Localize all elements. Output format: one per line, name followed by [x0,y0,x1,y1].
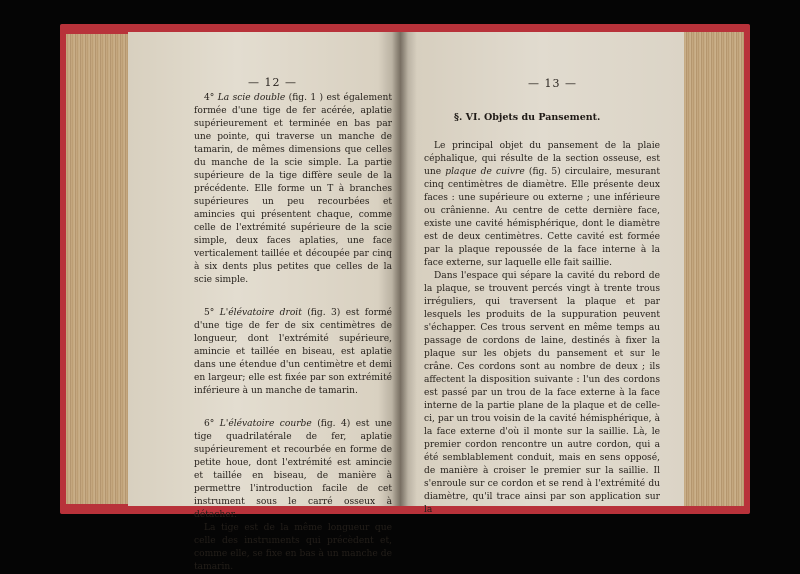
section-title [454,112,600,123]
page-edges-left [66,34,134,504]
right-paragraph [424,140,660,270]
paragraph-term: plaque de cuivre [445,167,525,177]
section-title-text: §. VI. Objets du Pansement. [454,112,601,123]
open-book [66,28,744,572]
left-paragraph [194,92,392,287]
item-body: (fig. 3) est formé d'une tige de fer de six centimètres de longueur, dont l'extrémité supérieure, amincie et taillée en biseau, est aplatie dans une étendue d'un centimètre et demi en largeur; elle est fixée par son extrémité inférieure à un manche de tamarin. [194,308,392,396]
item-body: (fig. 4) est une tige quadrilatérale de fer, aplatie supérieurement et recourbée en forme de petite houe, dont l'extrémité est amincie et taillée en biseau, de manière à permettre l'introduction facile de cet instrument sous le carré osseux à détacher. [194,419,392,520]
item-body: (fig. 1 ) est également formée d'une tige de fer acérée, aplatie supérieurement et terminée en bas par une pointe, qui traverse un manche de tamarin, de mêmes dimensions que celles du manche de la scie simple. La partie supérieure de la tige diffère seule de la précédente. Elle forme un T à branches supérieures un peu recourbées et amincies qui présentent chaque, comme celle de l'extrémité supérieure de la scie simple, deux faces aplaties, une face verticalement taillée et découpée par cinq à six dents plus petites que celles de la scie simple. [194,93,392,285]
left-page-number: — 12 — [248,76,297,89]
item-term: La scie double [217,93,286,103]
item-number: 6° [204,419,215,429]
item-number: 4° [204,93,215,103]
page-edges-right [682,32,744,506]
left-paragraph [194,307,392,398]
right-paragraph [424,270,660,517]
item-number: 5° [204,308,215,318]
right-page-number: — 13 — [528,77,577,90]
left-page-text [194,92,392,574]
item-term: L'élévatoire courbe [219,419,312,429]
right-page [400,32,684,515]
paragraph-body: (fig. 5) circulaire, mesurant cinq centimètres de diamètre. Elle présente deux faces : une supérieure ou externe ; une inférieure ou crânienne. Au centre de cette dernière face, existe une cavité hémisphérique, dont le diamètre est de deux centimètres. Cette cavité est formée par la plaque repoussée de la face interne à la face externe, sur laquelle elle fait saillie. [424,167,661,268]
left-paragraph [194,522,392,574]
right-page-text [424,140,660,517]
item-body: La tige est de la même longueur que celle des instruments qui précèdent et, comme elle, se fixe en bas à un manche de tamarin. [194,523,392,572]
book-gutter [392,32,408,506]
left-paragraph [194,418,392,522]
left-page [128,32,400,572]
item-term: L'élévatoire droit [219,308,302,318]
paragraph-body: Dans l'espace qui sépare la cavité du rebord de la plaque, se trouvent percés vingt à trente trous irréguliers, qui traversent la plaque et par lesquels les produits de la suppuration peuvent s'échapper. Ces trous servent en même temps au passage de cordons de laine, destinés à fixer la plaque sur les objets du pansement et sur le crâne. Ces cordons sont au nombre de deux ; ils affectent la disposition suivante : l'un des cordons est passé par un trou de la face externe à la face interne de la partie plane de la plaque et de celle-ci, par un trou voisin de la cavité hémisphérique, à la face externe d'où il monte sur la saillie. Là, le premier cordon rencontre un autre cordon, qui a été semblablement conduit, mais en sens opposé, de manière à croiser le premier sur la saillie. Il s'enroule sur ce cordon et se rend à l'extrémité du diamètre, qu'il trace ainsi par son application sur la [424,271,660,515]
paragraph-lead: Le principal objet du pansement de la plaie céphalique, qui résulte de la section osseuse, est une [424,141,660,177]
